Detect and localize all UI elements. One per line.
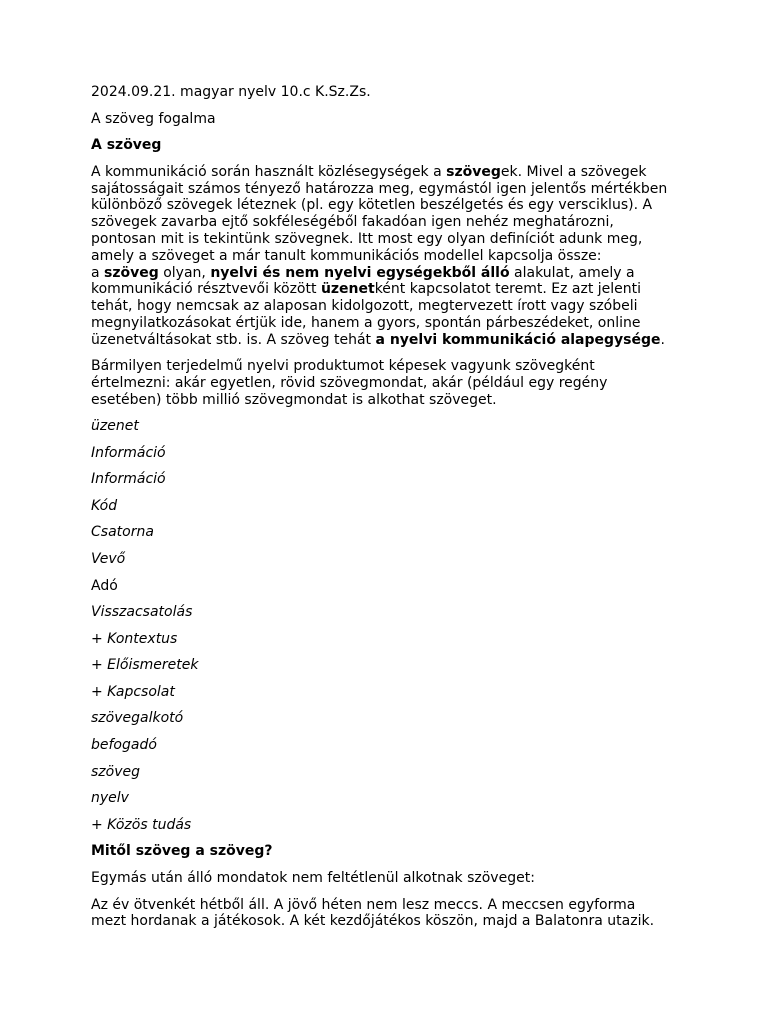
- text-run: .: [660, 331, 665, 348]
- term-item: Információ: [91, 444, 166, 461]
- text-line: pontosan mit is tekintünk szövegnek. Itt most egy olyan definíciót adunk meg,: [91, 230, 643, 247]
- intro-sentence: Egymás után álló mondatok nem feltétlenül alkotnak szöveget:: [91, 870, 535, 887]
- text-run: olyan,: [158, 264, 211, 281]
- term-item: + Kontextus: [91, 630, 178, 647]
- text-run: ek. Mivel a szövegek: [500, 163, 647, 180]
- document-header-line: 2024.09.21. magyar nyelv 10.c K.Sz.Zs.: [91, 84, 371, 100]
- text-line: Az év ötvenkét hétből áll. A jövő héten nem lesz meccs. A meccsen egyforma: [91, 896, 636, 913]
- text-line: [91, 164, 691, 181]
- term-item: Kód: [91, 497, 118, 514]
- text-line: esetében) több millió szövegmondat is alkothat szöveget.: [91, 391, 497, 408]
- bold-term: szöveg: [446, 163, 501, 180]
- text-line: sajátosságait számos tényező határozza meg, egymástól igen jelentős mértékben: [91, 180, 668, 197]
- text-line: [91, 281, 691, 298]
- text-line: megnyilatkozásokat értjük ide, hanem a gyors, spontán párbeszédeket, online: [91, 314, 641, 331]
- example-paragraph: [91, 897, 691, 931]
- text-line: mezt hordanak a játékosok. A két kezdőjátékos köszön, majd a Balatonra utazik.: [91, 913, 655, 930]
- text-line: értelmezni: akár egyetlen, rövid szövegmondat, akár (például egy regény: [91, 374, 608, 391]
- document-subtitle: A szöveg fogalma: [91, 110, 216, 127]
- text-line: szövegek zavarba ejtő sokféleségéből fakadóan igen nehéz meghatározni,: [91, 214, 614, 231]
- text-run: ként kapcsolatot teremt. Ez azt jelenti: [374, 281, 642, 298]
- text-run: a: [91, 264, 105, 281]
- term-item: Csatorna: [91, 524, 154, 541]
- text-run: kommunikáció résztvevői között: [91, 281, 321, 298]
- term-item: Információ: [91, 471, 166, 488]
- term-item: + Közös tudás: [91, 816, 192, 833]
- section-heading-a-szoveg: A szöveg: [91, 137, 162, 154]
- scope-paragraph: [91, 358, 691, 408]
- text-line: tehát, hogy nemcsak az alaposan kidolgozott, megtervezett írott vagy szóbeli: [91, 298, 638, 315]
- term-item: üzenet: [91, 417, 139, 434]
- bold-term: nyelvi és nem nyelvi egységekből álló: [210, 264, 510, 281]
- document-page: [91, 84, 691, 940]
- term-item: Adó: [91, 577, 118, 594]
- text-run: alakulat, amely a: [509, 264, 635, 281]
- definition-paragraph: [91, 164, 691, 349]
- text-run: üzenetváltásokat stb. is. A szöveg tehát: [91, 331, 376, 348]
- text-line: [91, 265, 691, 282]
- term-item: befogadó: [91, 737, 157, 754]
- text-line: amely a szöveget a már tanult kommunikációs modellel kapcsolja össze:: [91, 247, 602, 264]
- term-item: + Előismeretek: [91, 657, 199, 674]
- term-item: szöveg: [91, 763, 140, 780]
- term-item: Visszacsatolás: [91, 604, 193, 621]
- term-item: szövegalkotó: [91, 710, 184, 727]
- term-item: + Kapcsolat: [91, 683, 175, 700]
- term-list: [91, 418, 691, 834]
- text-line: Bármilyen terjedelmű nyelvi produktumot képesek vagyunk szövegként: [91, 358, 595, 375]
- text-line: [91, 332, 691, 349]
- term-item: Vevő: [91, 550, 126, 567]
- section-heading-mitol-szoveg: Mitől szöveg a szöveg?: [91, 843, 273, 860]
- text-run: A kommunikáció során használt közlésegységek a: [91, 163, 447, 180]
- term-item: nyelv: [91, 790, 129, 807]
- bold-term: üzenet: [320, 281, 375, 298]
- bold-term: a nyelvi kommunikáció alapegysége: [375, 331, 661, 348]
- text-line: különböző szövegek léteznek (pl. egy kötetlen beszélgetés és egy versciklus). A: [91, 197, 653, 214]
- bold-term: szöveg: [104, 264, 159, 281]
